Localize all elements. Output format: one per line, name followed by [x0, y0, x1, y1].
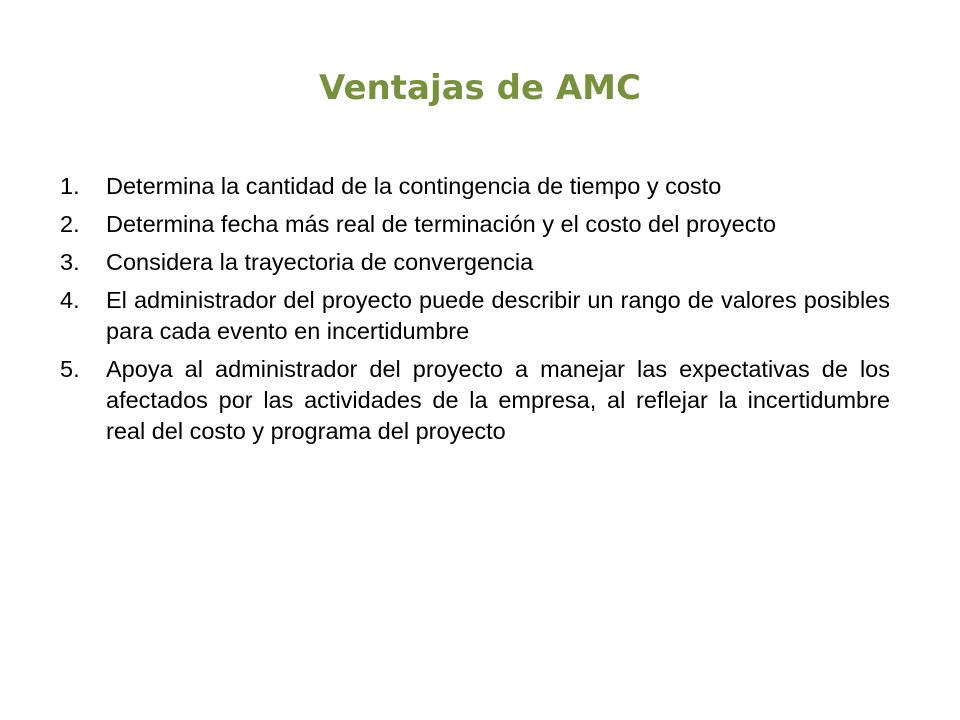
- slide-title: Ventajas de AMC: [319, 68, 641, 108]
- list-item: [60, 354, 890, 447]
- list-item-text: Determina la cantidad de la contingencia de tiempo y costo: [106, 173, 722, 199]
- list-item: [60, 247, 890, 278]
- list-item-number: 3.: [60, 249, 80, 275]
- list-item-number: 4.: [60, 287, 80, 313]
- list-item: [60, 209, 890, 240]
- list-item-text: Considera la trayectoria de convergencia: [106, 249, 534, 275]
- list-item-text: El administrador del proyecto puede describir un rango de valores posibles para cada evento en incertidumbre: [106, 287, 890, 344]
- list-item-number: 1.: [60, 173, 80, 199]
- advantages-list: [60, 171, 890, 454]
- list-item-number: 2.: [60, 211, 80, 237]
- list-item: [60, 171, 890, 202]
- list-item-number: 5.: [60, 356, 80, 382]
- list-item: [60, 285, 890, 347]
- list-item-text: Apoya al administrador del proyecto a manejar las expectativas de los afectados por las actividades de la empresa, al reflejar la incertidumbre real del costo y programa del proyecto: [106, 356, 890, 444]
- list-item-text: Determina fecha más real de terminación y el costo del proyecto: [106, 211, 777, 237]
